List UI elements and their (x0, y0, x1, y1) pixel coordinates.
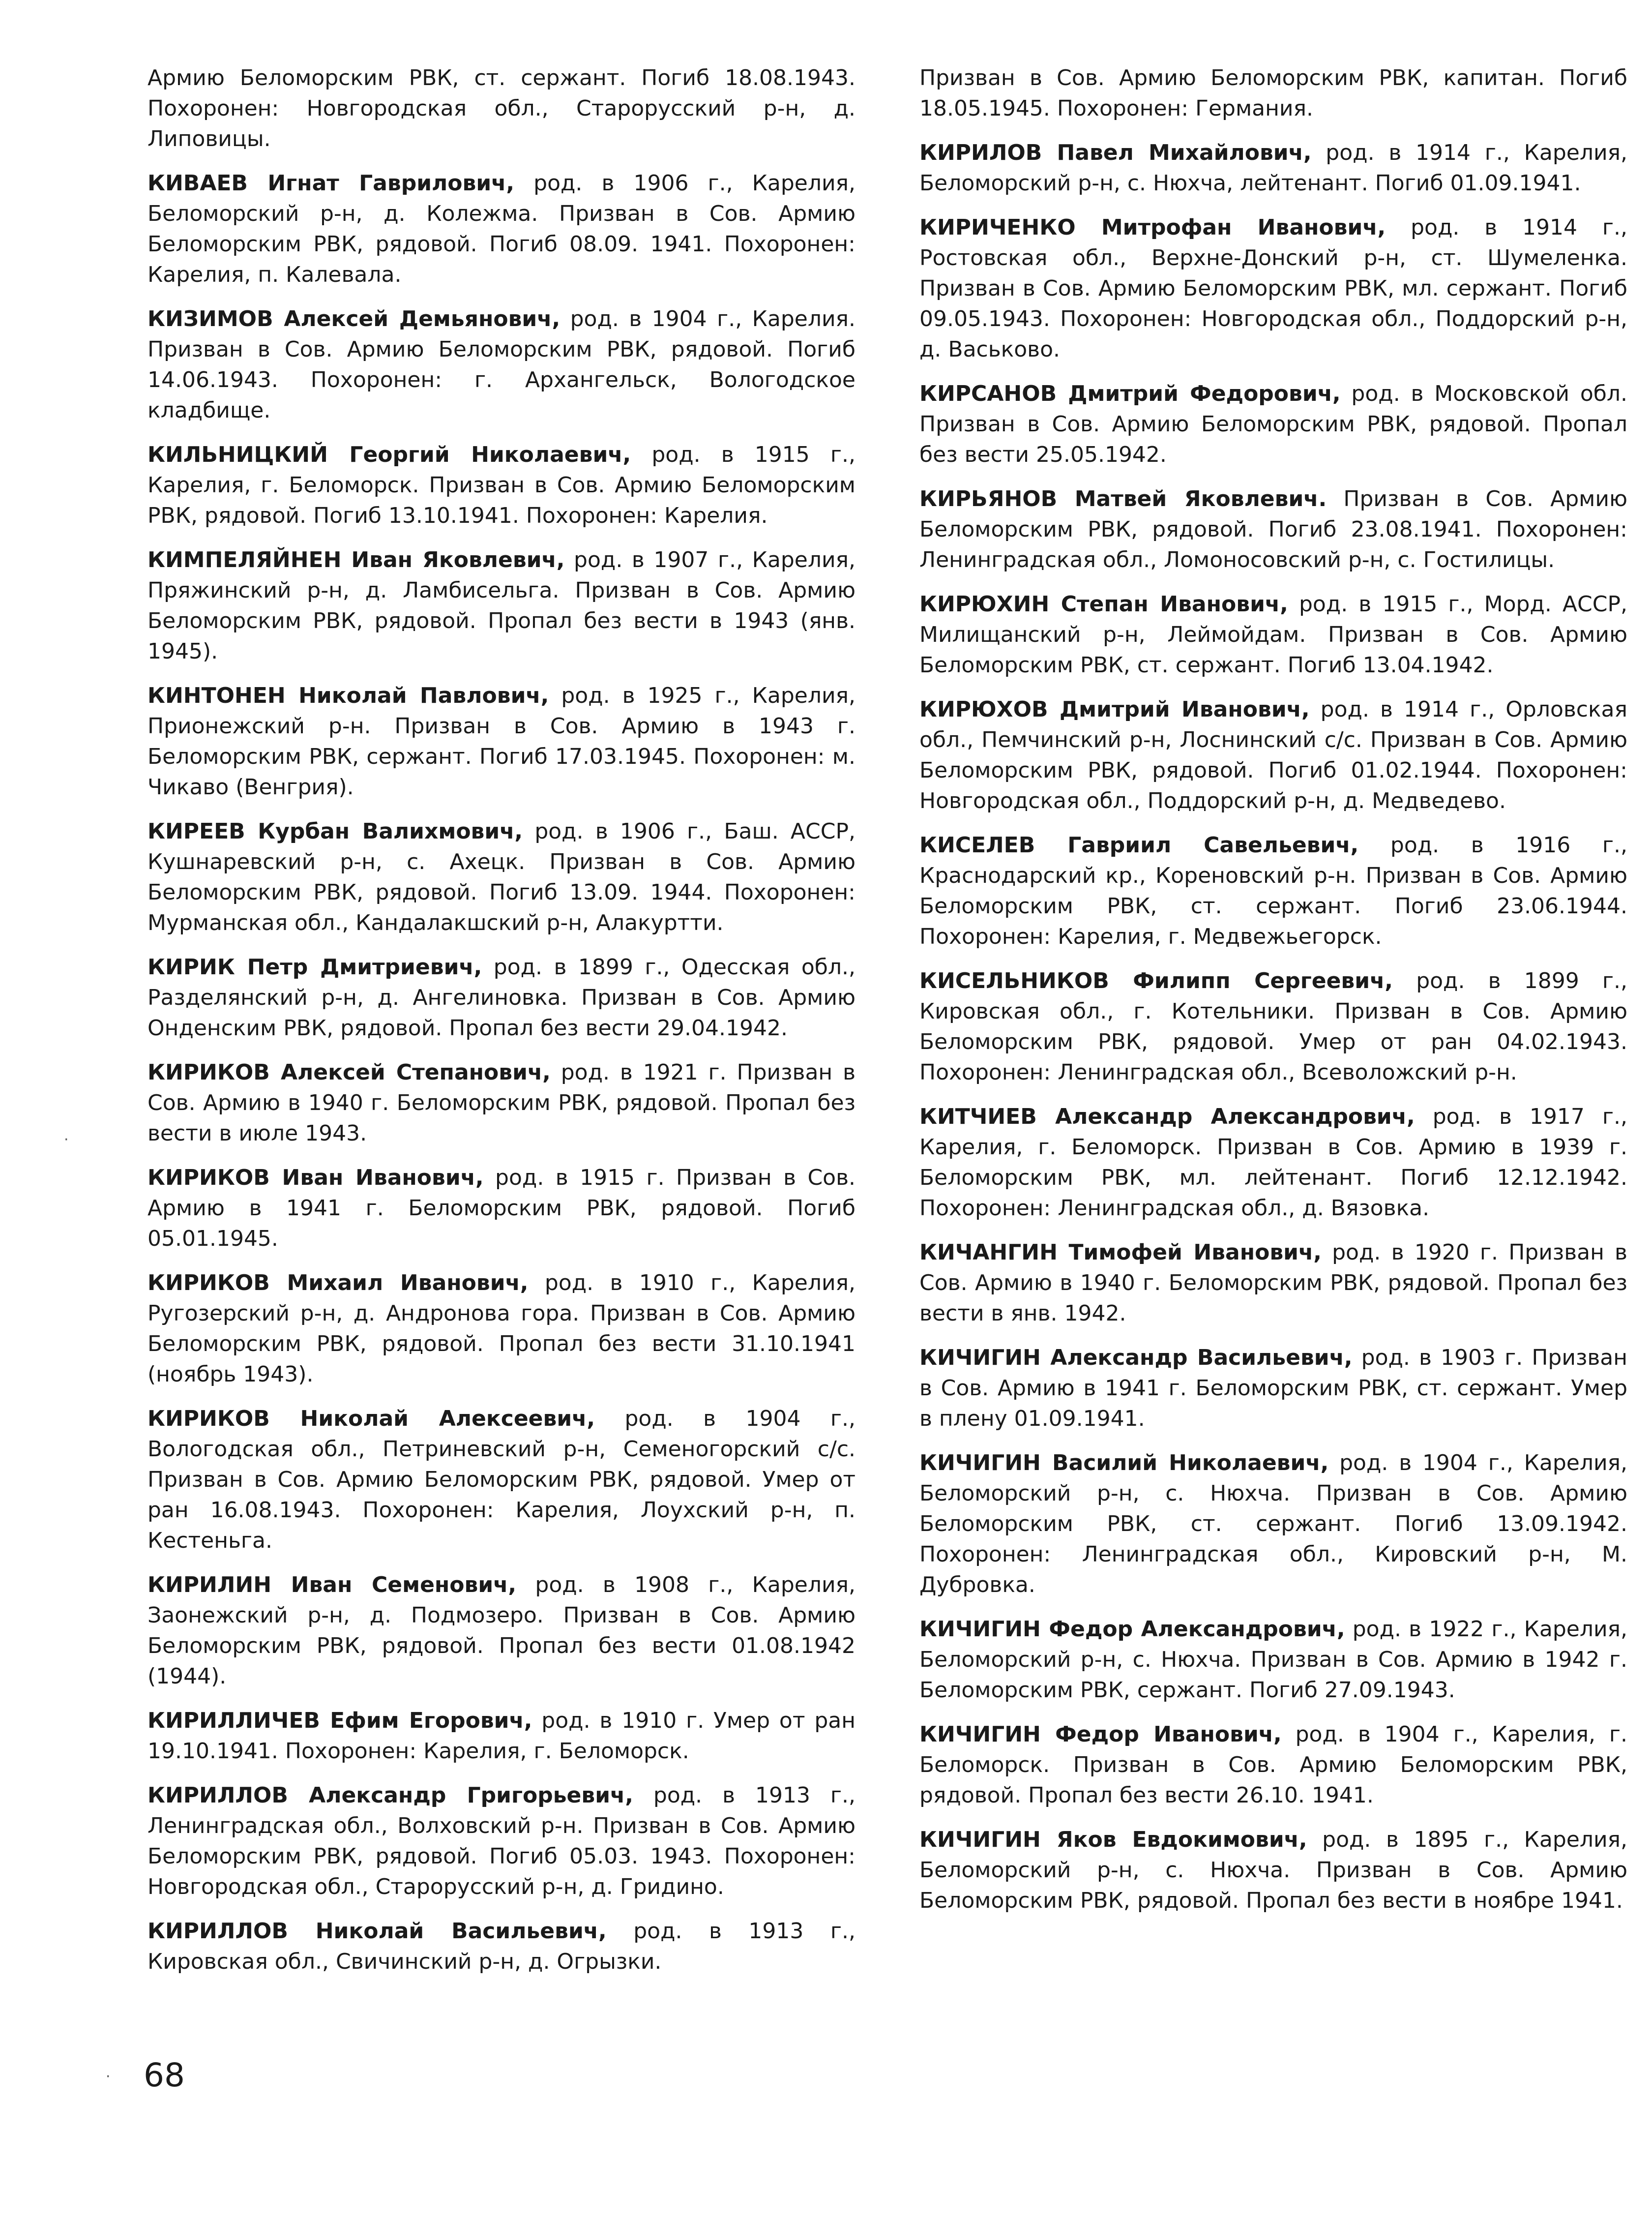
entry-name: КИСЕЛЬНИКОВ Филипп Сергеевич, (919, 968, 1393, 993)
entry-text: род. в 1921 г. Призван в Сов. Армию в 1940 г. Беломорским РВК, рядовой. Пропал без вести в июле 1943. (148, 1060, 856, 1146)
biographical-entry (148, 681, 856, 803)
biographical-entry (148, 1706, 856, 1767)
biographical-entry (919, 830, 1627, 952)
entry-name: КИРЮХОВ Дмитрий Иванович, (919, 697, 1310, 722)
entry-name: КИЧАНГИН Тимофей Иванович, (919, 1240, 1322, 1265)
biographical-entry (148, 1404, 856, 1556)
entry-text: род. в 1915 г., Карелия, г. Беломорск. Призван в Сов. Армию Беломорским РВК, рядовой. Погиб 13.10.1941. Похоронен: Карелия. (148, 442, 856, 528)
biographical-entry (148, 1268, 856, 1390)
entry-text: Призван в Сов. Армию Беломорским РВК, рядовой. Погиб 23.08.1941. Похоронен: Ленинградская обл., Ломоносовский р-н, с. Гостилицы. (919, 486, 1627, 572)
entry-name: КИРИК Петр Дмитриевич, (148, 955, 482, 980)
entry-text: род. в 1914 г., Ростовская обл., Верхне-Донский р-н, ст. Шумеленка. Призван в Сов. Армию Беломорским РВК, мл. сержант. Погиб 09.05.1943. Похоронен: Новгородская обл., Поддорский р-н, д. Васьково. (919, 215, 1627, 362)
entry-name: КИРИКОВ Николай Алексеевич, (148, 1406, 595, 1431)
biographical-entry (919, 694, 1627, 816)
entry-name: КИТЧИЕВ Александр Александрович, (919, 1104, 1415, 1129)
entry-text: Призван в Сов. Армию Беломорским РВК, капитан. Погиб 18.05.1945. Похоронен: Германия. (919, 65, 1627, 121)
biographical-entry (919, 1102, 1627, 1224)
biographical-entry (919, 63, 1627, 124)
left-column (148, 63, 856, 1991)
entry-name: КИСЕЛЕВ Гавриил Савельевич, (919, 833, 1359, 858)
biographical-entry (148, 1780, 856, 1902)
entry-text: род. в 1914 г., Карелия, Беломорский р-н, с. Нюхча, лейтенант. Погиб 01.09.1941. (919, 140, 1628, 196)
entry-name: КИМПЕЛЯЙНЕН Иван Яковлевич, (148, 547, 565, 572)
entry-text: род. в 1915 г., Морд. АССР, Милищанский р-н, Леймойдам. Призван в Сов. Армию Беломорским РВК, ст. сержант. Погиб 13.04.1942. (919, 592, 1627, 678)
biographical-entry (919, 1825, 1627, 1916)
entry-name: КИРЮХИН Степан Иванович, (919, 592, 1288, 617)
entry-name: КИРИЛЛИЧЕВ Ефим Егорович, (148, 1708, 532, 1733)
entry-name: КИВАЕВ Игнат Гаврилович, (148, 171, 515, 196)
biographical-entry (148, 816, 856, 938)
entry-text: Армию Беломорским РВК, ст. сержант. Погиб 18.08.1943. Похоронен: Новгородская обл., Старорусский р-н, д. Липовицы. (148, 65, 856, 151)
biographical-entry (919, 1448, 1627, 1600)
biographical-entry (148, 545, 856, 667)
entry-name: КИРИКОВ Иван Иванович, (148, 1165, 484, 1190)
entry-text: род. в 1906 г., Баш. АССР, Кушнаревский р-н, с. Ахецк. Призван в Сов. Армию Беломорским РВК, рядовой. Погиб 13.09. 1944. Похоронен: Мурманская обл., Кандалакшский р-н, Алакуртти. (148, 819, 856, 935)
entry-text: род. в 1915 г. Призван в Сов. Армию в 1941 г. Беломорским РВК, рядовой. Погиб 05.01.1945. (148, 1165, 856, 1251)
entry-text: род. в 1899 г., Одесская обл., Разделянский р-н, д. Ангелиновка. Призван в Сов. Армию Онденским РВК, рядовой. Пропал без вести 29.04.1942. (148, 955, 856, 1041)
entry-name: КИЧИГИН Яков Евдокимович, (919, 1827, 1307, 1852)
entry-text: род. в 1922 г., Карелия, Беломорский р-н, с. Нюхча. Призван в Сов. Армию в 1942 г. Беломорским РВК, сержант. Погиб 27.09.1943. (919, 1617, 1628, 1703)
scan-dot: · (64, 1131, 69, 1148)
biographical-entry (919, 589, 1627, 681)
biographical-entry (919, 379, 1627, 470)
entry-text: род. в 1904 г., Карелия, г. Беломорск. Призван в Сов. Армию Беломорским РВК, рядовой. Пропал без вести 26.10. 1941. (919, 1722, 1628, 1808)
entry-text: род. в 1916 г., Краснодарский кр., Кореновский р-н. Призван в Сов. Армию Беломорским РВК, ст. сержант. Погиб 23.06.1944. Похоронен: Карелия, г. Медвежьегорск. (919, 833, 1627, 949)
biographical-entry (148, 168, 856, 290)
entry-name: КИРИЧЕНКО Митрофан Иванович, (919, 215, 1386, 240)
biographical-entry (148, 952, 856, 1044)
biographical-entry (148, 1163, 856, 1254)
entry-text: род. в 1907 г., Карелия, Пряжинский р-н, д. Ламбисельга. Призван в Сов. Армию Беломорским РВК, рядовой. Пропал без вести в 1943 (янв. 1945). (148, 547, 856, 664)
entry-text: род. в 1917 г., Карелия, г. Беломорск. Призван в Сов. Армию в 1939 г. Беломорским РВК, мл. лейтенант. Погиб 12.12.1942. Похоронен: Ленинградская обл., д. Вязовка. (919, 1104, 1628, 1221)
entry-text: род. в 1914 г., Орловская обл., Пемчинский р-н, Лоснинский с/с. Призван в Сов. Армию Беломорским РВК, рядовой. Погиб 01.02.1944. Похоронен: Новгородская обл., Поддорский р-н, д. Медведево. (919, 697, 1627, 813)
entry-name: КИНТОНЕН Николай Павлович, (148, 683, 549, 708)
entry-text: род. в 1904 г., Карелия, Беломорский р-н, с. Нюхча. Призван в Сов. Армию Беломорским РВК, ст. сержант. Погиб 13.09.1942. Похоронен: Ленинградская обл., Кировский р-н, М. Дубровка. (919, 1450, 1628, 1597)
biographical-entry (919, 966, 1627, 1088)
entry-text: род. в 1913 г., Кировская обл., Свичинский р-н, д. Огрызки. (148, 1919, 856, 1974)
biographical-entry (148, 1916, 856, 1977)
entry-name: КИРИЛОВ Павел Михайлович, (919, 140, 1312, 165)
entry-name: КИЛЬНИЦКИЙ Георгий Николаевич, (148, 442, 631, 467)
entry-text: род. в 1908 г., Карелия, Заонежский р-н, д. Подмозеро. Призван в Сов. Армию Беломорским РВК, рядовой. Пропал без вести 01.08.1942 (1944). (148, 1572, 856, 1689)
entry-text: род. в 1910 г., Карелия, Ругозерский р-н, д. Андронова гора. Призван в Сов. Армию Беломорским РВК, рядовой. Пропал без вести 31.10.1941 (ноябрь 1943). (148, 1270, 856, 1387)
entry-text: род. в 1895 г., Карелия, Беломорский р-н, с. Нюхча. Призван в Сов. Армию Беломорским РВК, рядовой. Пропал без вести в ноябре 1941. (919, 1827, 1627, 1913)
scan-dot: · (106, 2068, 111, 2085)
entry-name: КИРИЛЛОВ Николай Васильевич, (148, 1919, 607, 1944)
biographical-entry (919, 1719, 1627, 1811)
entry-name: КИРИКОВ Алексей Степанович, (148, 1060, 551, 1085)
page-number: 68 (144, 2056, 185, 2094)
entry-text: род. в Московской обл. Призван в Сов. Армию Беломорским РВК, рядовой. Пропал без вести 25.05.1942. (919, 381, 1627, 467)
biographical-entry (919, 484, 1627, 575)
entry-text: род. в 1920 г. Призван в Сов. Армию в 1940 г. Беломорским РВК, рядовой. Пропал без вести в янв. 1942. (919, 1240, 1627, 1326)
entry-text: род. в 1904 г., Карелия. Призван в Сов. Армию Беломорским РВК, рядовой. Погиб 14.06.1943. Похоронен: г. Архангельск, Вологодское кладбище. (148, 306, 856, 423)
entry-name: КИРИЛИН Иван Семенович, (148, 1572, 517, 1597)
entry-name: КИЧИГИН Василий Николаевич, (919, 1450, 1329, 1475)
biographical-entry (148, 1570, 856, 1692)
entry-text: род. в 1925 г., Карелия, Прионежский р-н. Призван в Сов. Армию в 1943 г. Беломорским РВК, сержант. Погиб 17.03.1945. Похоронен: м. Чикаво (Венгрия). (148, 683, 856, 800)
entry-name: КИРИЛЛОВ Александр Григорьевич, (148, 1783, 633, 1808)
entry-name: КИЧИГИН Федор Иванович, (919, 1722, 1282, 1747)
biographical-entry (919, 138, 1627, 199)
entry-name: КИЗИМОВ Алексей Демьянович, (148, 306, 560, 331)
entry-name: КИРСАНОВ Дмитрий Федорович, (919, 381, 1341, 406)
entry-name: КИЧИГИН Александр Васильевич, (919, 1345, 1353, 1370)
entry-text: род. в 1903 г. Призван в Сов. Армию в 1941 г. Беломорским РВК, ст. сержант. Умер в плену 01.09.1941. (919, 1345, 1627, 1431)
entry-text: род. в 1913 г., Ленинградская обл., Волховский р-н. Призван в Сов. Армию Беломорским РВК, рядовой. Погиб 05.03. 1943. Похоронен: Новгородская обл., Старорусский р-н, д. Гридино. (148, 1783, 856, 1899)
entry-text: род. в 1910 г. Умер от ран 19.10.1941. Похоронен: Карелия, г. Беломорск. (148, 1708, 856, 1764)
biographical-entry (919, 1343, 1627, 1434)
biographical-entry (148, 440, 856, 531)
entry-name: КИРИКОВ Михаил Иванович, (148, 1270, 529, 1295)
biographical-entry (148, 304, 856, 426)
biographical-entry (919, 1237, 1627, 1329)
biographical-entry (919, 212, 1627, 365)
entry-name: КИРЕЕВ Курбан Валихмович, (148, 819, 523, 844)
entry-name: КИРЬЯНОВ Матвей Яковлевич. (919, 486, 1327, 511)
biographical-entry (148, 1057, 856, 1149)
right-column (919, 63, 1627, 1930)
entry-text: род. в 1906 г., Карелия, Беломорский р-н, д. Колежма. Призван в Сов. Армию Беломорским РВК, рядовой. Погиб 08.09. 1941. Похоронен: Карелия, п. Калевала. (148, 171, 856, 287)
entry-name: КИЧИГИН Федор Александрович, (919, 1617, 1345, 1642)
entry-text: род. в 1899 г., Кировская обл., г. Котельники. Призван в Сов. Армию Беломорским РВК, рядовой. Умер от ран 04.02.1943. Похоронен: Ленинградская обл., Всеволожский р-н. (919, 968, 1627, 1085)
entry-text: род. в 1904 г., Вологодская обл., Петриневский р-н, Семеногорский с/с. Призван в Сов. Армию Беломорским РВК, рядовой. Умер от ран 16.08.1943. Похоронен: Карелия, Лоухский р-н, п. Кестеньга. (148, 1406, 856, 1553)
biographical-entry (919, 1614, 1627, 1706)
biographical-entry (148, 63, 856, 154)
